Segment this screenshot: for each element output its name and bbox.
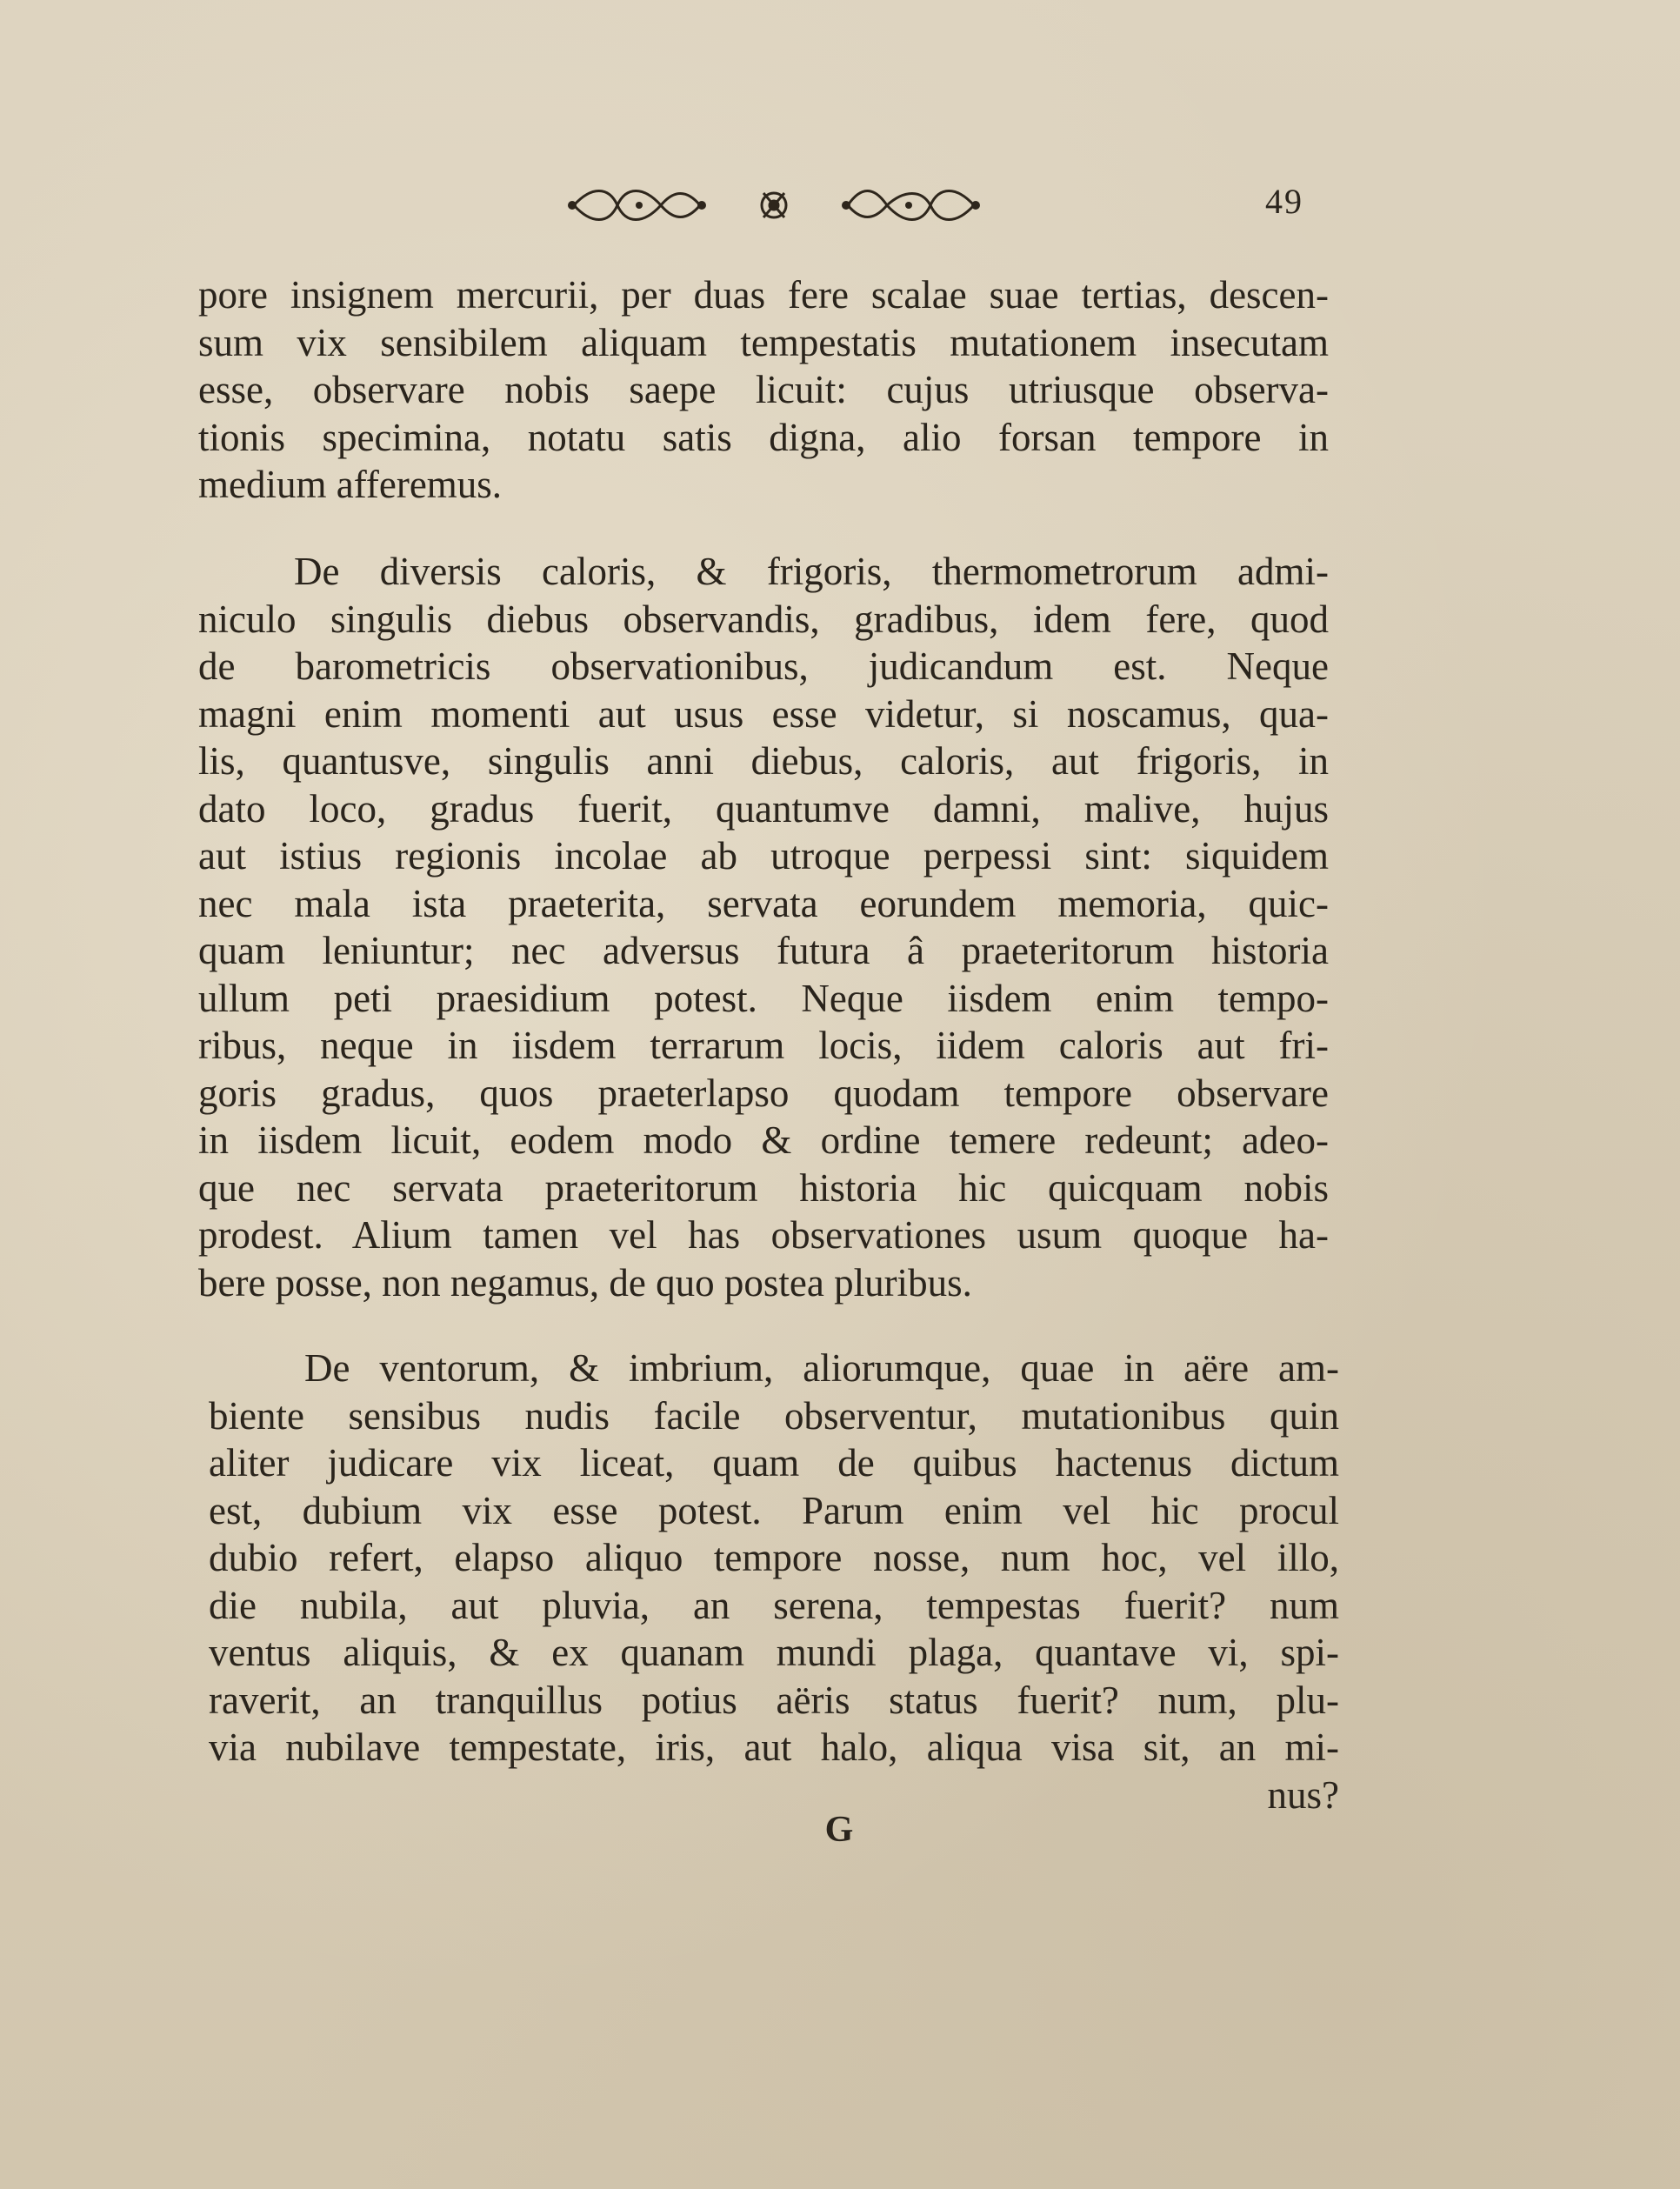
text-line: via nubilave tempestate, iris, aut halo, aliqua visa sit, an mi-	[209, 1725, 1339, 1769]
text-line: lis, quantusve, singulis anni diebus, caloris, aut frigoris, in	[198, 739, 1329, 783]
text-line: dubio refert, elapso aliquo tempore nosse, num hoc, vel illo,	[209, 1536, 1339, 1579]
text-line: nus?	[1267, 1772, 1339, 1817]
text-line: aliter judicare vix liceat, quam de quibus hactenus dictum	[209, 1441, 1339, 1485]
text-line: De ventorum, & imbrium, aliorumque, quae in aëre am-	[304, 1346, 1339, 1390]
text-line: biente sensibus nudis facile observentur, mutationibus quin	[209, 1393, 1339, 1438]
page-number: 49	[1265, 182, 1303, 221]
text-line: pore insignem mercurii, per duas fere scalae suae tertias, descen-	[198, 273, 1329, 317]
text-line: que nec servata praeteritorum historia hic quicquam nobis	[198, 1165, 1329, 1210]
text-line: die nubila, aut pluvia, an serena, tempestas fuerit? num	[209, 1583, 1339, 1627]
paragraph-1	[198, 271, 1329, 509]
text-line: est, dubium vix esse potest. Parum enim vel hic procul	[209, 1488, 1339, 1532]
text-line: dato loco, gradus fuerit, quantumve damni, malive, hujus	[198, 786, 1329, 831]
text-line: magni enim momenti aut usus esse videtur, si noscamus, qua-	[198, 691, 1329, 736]
text-line: nec mala ista praeterita, servata eorundem memoria, quic-	[198, 881, 1329, 925]
paragraph-2	[198, 548, 1329, 1306]
text-line: niculo singulis diebus observandis, gradibus, idem fere, quod	[198, 597, 1329, 641]
signature-mark: G	[824, 1810, 856, 1850]
text-line: De diversis caloris, & frigoris, thermometrorum admi-	[294, 550, 1329, 593]
text-line: de barometricis observationibus, judicandum est. Neque	[198, 644, 1329, 688]
text-line: esse, observare nobis saepe licuit: cujus utriusque observa-	[198, 368, 1329, 411]
paragraph-3	[209, 1345, 1339, 1819]
text-line: prodest. Alium tamen vel has observationes usum quoque ha-	[198, 1213, 1329, 1257]
text-line: in iisdem licuit, eodem modo & ordine temere redeunt; adeo-	[198, 1118, 1329, 1162]
printer-ornament-icon	[565, 181, 983, 230]
text-line: quam leniuntur; nec adversus futura â praeteritorum historia	[198, 929, 1329, 972]
text-line: ventus aliquis, & ex quanam mundi plaga, quantave vi, spi-	[209, 1631, 1339, 1674]
running-header	[0, 174, 1680, 235]
text-line: raverit, an tranquillus potius aëris status fuerit? num, plu-	[209, 1678, 1339, 1722]
text-line: ullum peti praesidium potest. Neque iisdem enim tempo-	[198, 976, 1329, 1020]
text-line: tionis specimina, notatu satis digna, alio forsan tempore in	[198, 415, 1329, 459]
text-line: medium afferemus.	[198, 463, 503, 506]
text-line: sum vix sensibilem aliquam tempestatis mutationem insecutam	[198, 320, 1329, 364]
text-line: goris gradus, quos praeterlapso quodam tempore observare	[198, 1071, 1329, 1115]
text-line: aut istius regionis incolae ab utroque perpessi sint: siquidem	[198, 834, 1329, 878]
text-line: bere posse, non negamus, de quo postea pluribus.	[198, 1260, 972, 1305]
text-line: ribus, neque in iisdem terrarum locis, iidem caloris aut fri-	[198, 1024, 1329, 1067]
